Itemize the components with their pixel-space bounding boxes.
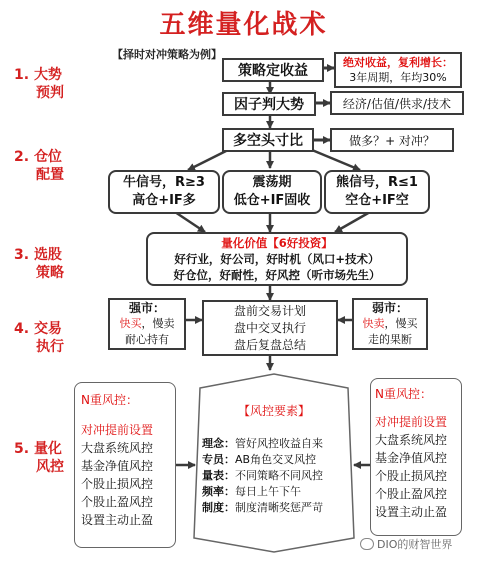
value-investing-box: 量化价值【6好投资】 好行业，好公司，好时机（风口+技术） 好仓位，好耐性，好风控（听市场先生） <box>146 232 408 286</box>
risk-elements-rows: 理念：管好风控收益自来 专员：AB角色交叉风控 量表：不同策略不同风控 频率：每日上午下午 制度：制度清晰奖惩严苛 <box>202 437 323 514</box>
step-1-label: 1. 大势 预判 <box>14 67 64 101</box>
watermark: DIO的财智世界 <box>360 536 452 552</box>
range-signal-box: 震荡期 低仓+IF固收 <box>222 170 322 214</box>
return-note: 绝对收益，复利增长： 3年周期，年均30% <box>334 52 462 88</box>
bear-signal-box: 熊信号，R≤1 空仓+IF空 <box>324 170 430 214</box>
risk-elements-panel <box>188 372 360 554</box>
right-risk-box: N重风控： 对冲提前设置 大盘系统风控 基金净值风控 个股止损风控 个股止盈风控 设置主动止盈 <box>370 378 462 536</box>
risk-elements-title: 【风控要素】 <box>237 404 310 418</box>
step-3-label: 3. 选股 策略 <box>14 247 64 281</box>
subtitle: 【择时对冲策略为例】 <box>112 48 222 61</box>
strong-market-box: 强市： 快买，慢卖 耐心持有 <box>108 298 186 350</box>
longshort-box: 多空头寸比 <box>222 128 314 152</box>
left-risk-box: N重风控： 对冲提前设置 大盘系统风控 基金净值风控 个股止损风控 个股止盈风控 设置主动止盈 <box>74 382 176 548</box>
longshort-note: 做多？+ 对冲？ <box>330 128 454 152</box>
execution-box: 盘前交易计划 盘中交叉执行 盘后复盘总结 <box>202 300 338 356</box>
weak-market-box: 弱市： 快卖，慢买 走的果断 <box>352 298 428 350</box>
step-2-label: 2. 仓位 配置 <box>14 149 64 183</box>
bull-signal-box: 牛信号，R≥3 高仓+IF多 <box>108 170 220 214</box>
factor-note: 经济/估值/供求/技术 <box>330 91 464 115</box>
factor-box: 因子判大势 <box>222 92 316 116</box>
strategy-box: 策略定收益 <box>222 58 324 82</box>
wechat-icon <box>360 538 374 550</box>
step-5-label: 5. 量化 风控 <box>14 441 64 475</box>
step-4-label: 4. 交易 执行 <box>14 321 64 355</box>
page-title: 五维量化战术 <box>159 10 328 40</box>
